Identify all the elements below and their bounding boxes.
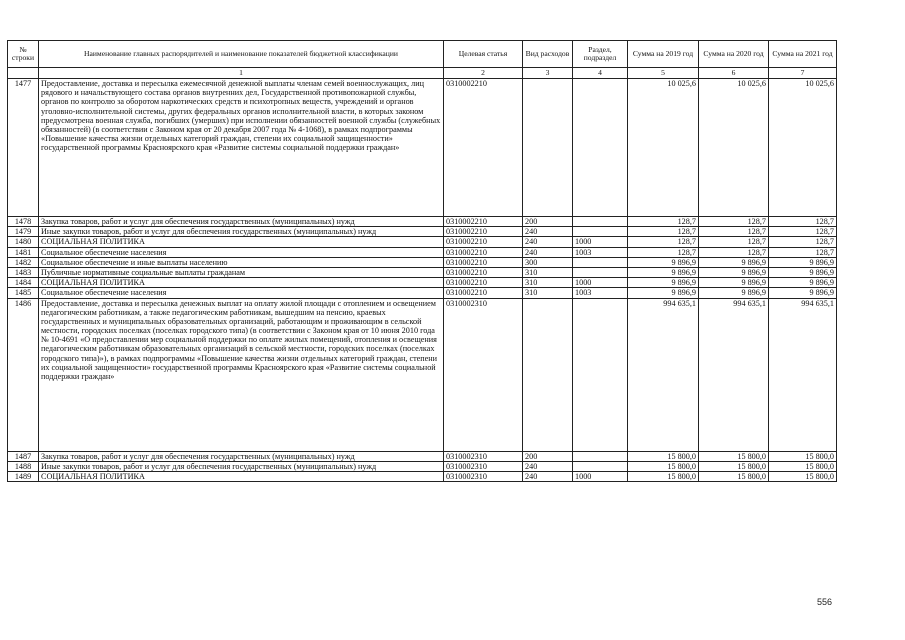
row-type: 310	[523, 267, 573, 277]
row-sum-2020: 9 896,9	[699, 288, 769, 298]
column-number: 1	[39, 68, 444, 79]
row-type: 200	[523, 217, 573, 227]
row-number: 1486	[8, 298, 39, 451]
row-type: 200	[523, 451, 573, 461]
row-target: 0310002210	[444, 267, 523, 277]
header-sum-2019: Сумма на 2019 год	[628, 41, 699, 68]
row-sum-2019: 15 800,0	[628, 451, 699, 461]
row-section: 1003	[573, 288, 628, 298]
table-row	[8, 451, 837, 461]
row-type: 240	[523, 461, 573, 471]
row-target: 0310002310	[444, 451, 523, 461]
row-name: Публичные нормативные социальные выплаты гражданам	[39, 267, 444, 277]
row-name: Предоставление, доставка и пересылка денежных выплат на оплату жилой площади с отоплением и освещением педагогическим работникам, а также педагогическим работникам, вышедшим на пенсию, краевых государственных и муниципальных образовательных организаций, работающим и проживающим в сельской местности, городских поселках (поселках городского типа) (в соответствии с Законом края от 10 июня 2010 года № 10-4691 «О предоставлении мер социальной поддержки по оплате жилых помещений, отопления и освещения педагогическим работникам образовательных организаций в сельской местности, городских поселках (поселках городского типа)»), в рамках подпрограммы «Повышение качества жизни отдельных категорий граждан, степени их социальной защищенности» государственной программы Красноярского края «Развитие системы социальной поддержки граждан»	[39, 298, 444, 451]
row-section	[573, 217, 628, 227]
row-name: Иные закупки товаров, работ и услуг для обеспечения государственных (муниципальных) нужд	[39, 227, 444, 237]
row-target: 0310002210	[444, 237, 523, 247]
row-number: 1483	[8, 267, 39, 277]
row-sum-2021: 9 896,9	[769, 288, 837, 298]
row-sum-2021: 994 635,1	[769, 298, 837, 451]
row-name: Социальное обеспечение населения	[39, 247, 444, 257]
row-type: 300	[523, 257, 573, 267]
column-number: 7	[769, 68, 837, 79]
row-target: 0310002210	[444, 227, 523, 237]
row-section	[573, 227, 628, 237]
row-sum-2020: 9 896,9	[699, 267, 769, 277]
row-name: Закупка товаров, работ и услуг для обеспечения государственных (муниципальных) нужд	[39, 217, 444, 227]
row-name: Социальное обеспечение населения	[39, 288, 444, 298]
header-row-number: № строки	[8, 41, 39, 68]
column-number: 5	[628, 68, 699, 79]
header-name: Наименование главных распорядителей и наименование показателей бюджетной классификации	[39, 41, 444, 68]
row-number: 1479	[8, 227, 39, 237]
table-row	[8, 298, 837, 451]
row-target: 0310002210	[444, 217, 523, 227]
row-sum-2020: 9 896,9	[699, 257, 769, 267]
row-type: 240	[523, 237, 573, 247]
row-sum-2020: 994 635,1	[699, 298, 769, 451]
row-name: Закупка товаров, работ и услуг для обеспечения государственных (муниципальных) нужд	[39, 451, 444, 461]
row-section	[573, 461, 628, 471]
header-sum-2021: Сумма на 2021 год	[769, 41, 837, 68]
row-section: 1000	[573, 471, 628, 481]
table-row	[8, 278, 837, 288]
row-target: 0310002210	[444, 79, 523, 217]
row-number: 1478	[8, 217, 39, 227]
budget-table	[7, 40, 837, 482]
row-target: 0310002310	[444, 298, 523, 451]
row-number: 1480	[8, 237, 39, 247]
row-number: 1487	[8, 451, 39, 461]
row-sum-2020: 15 800,0	[699, 451, 769, 461]
row-section: 1000	[573, 278, 628, 288]
row-target: 0310002310	[444, 471, 523, 481]
table-row	[8, 257, 837, 267]
table-row	[8, 461, 837, 471]
row-type: 240	[523, 247, 573, 257]
column-number: 4	[573, 68, 628, 79]
row-sum-2021: 15 800,0	[769, 471, 837, 481]
row-name: СОЦИАЛЬНАЯ ПОЛИТИКА	[39, 237, 444, 247]
row-number: 1481	[8, 247, 39, 257]
row-sum-2020: 128,7	[699, 227, 769, 237]
row-sum-2019: 10 025,6	[628, 79, 699, 217]
row-target: 0310002310	[444, 461, 523, 471]
row-number: 1488	[8, 461, 39, 471]
header-section: Раздел, подраздел	[573, 41, 628, 68]
row-sum-2019: 9 896,9	[628, 278, 699, 288]
row-sum-2021: 128,7	[769, 227, 837, 237]
header-row	[8, 41, 837, 68]
row-sum-2021: 128,7	[769, 217, 837, 227]
row-sum-2019: 9 896,9	[628, 267, 699, 277]
row-number: 1485	[8, 288, 39, 298]
row-name: СОЦИАЛЬНАЯ ПОЛИТИКА	[39, 278, 444, 288]
header-target: Целевая статья	[444, 41, 523, 68]
row-section	[573, 257, 628, 267]
row-section	[573, 79, 628, 217]
table-body	[8, 79, 837, 482]
row-sum-2019: 128,7	[628, 217, 699, 227]
row-name: Предоставление, доставка и пересылка ежемесячной денежной выплаты членам семей военнослужащих, лиц рядового и начальствующего состава органов внутренних дел, Государственной противопожарной службы, органов по контролю за оборотом наркотических средств и психотропных веществ, учреждений и органов уголовно-исполнительной системы, других федеральных органов исполнительной власти, в которых законом предусмотрена военная служба, погибших (умерших) при исполнении обязанностей военной службы (служебных обязанностей) (в соответствии с Законом края от 20 декабря 2007 года № 4-1068), в рамках подпрограммы «Повышение качества жизни отдельных категорий граждан, степени их социальной защищенности» государственной программы Красноярского края «Развитие системы социальной поддержки граждан»	[39, 79, 444, 217]
table-row	[8, 267, 837, 277]
row-sum-2021: 9 896,9	[769, 267, 837, 277]
row-target: 0310002210	[444, 278, 523, 288]
row-sum-2019: 128,7	[628, 247, 699, 257]
column-number-row	[8, 68, 837, 79]
row-type: 240	[523, 471, 573, 481]
row-sum-2021: 15 800,0	[769, 461, 837, 471]
row-sum-2019: 128,7	[628, 227, 699, 237]
row-sum-2020: 15 800,0	[699, 461, 769, 471]
row-number: 1477	[8, 79, 39, 217]
row-section: 1000	[573, 237, 628, 247]
row-number: 1484	[8, 278, 39, 288]
row-sum-2019: 994 635,1	[628, 298, 699, 451]
row-sum-2020: 9 896,9	[699, 278, 769, 288]
table-row	[8, 79, 837, 217]
row-name: Иные закупки товаров, работ и услуг для обеспечения государственных (муниципальных) нужд	[39, 461, 444, 471]
table-row	[8, 247, 837, 257]
row-number: 1482	[8, 257, 39, 267]
table-row	[8, 471, 837, 481]
row-number: 1489	[8, 471, 39, 481]
row-section	[573, 267, 628, 277]
row-sum-2020: 128,7	[699, 217, 769, 227]
row-section	[573, 451, 628, 461]
table-row	[8, 237, 837, 247]
column-number	[8, 68, 39, 79]
table-row	[8, 227, 837, 237]
row-sum-2020: 10 025,6	[699, 79, 769, 217]
column-number: 6	[699, 68, 769, 79]
row-sum-2021: 9 896,9	[769, 278, 837, 288]
page-number: 556	[817, 597, 833, 607]
row-sum-2021: 15 800,0	[769, 451, 837, 461]
row-sum-2019: 15 800,0	[628, 461, 699, 471]
row-type	[523, 79, 573, 217]
column-number: 2	[444, 68, 523, 79]
row-section: 1003	[573, 247, 628, 257]
row-section	[573, 298, 628, 451]
row-name: СОЦИАЛЬНАЯ ПОЛИТИКА	[39, 471, 444, 481]
row-target: 0310002210	[444, 257, 523, 267]
column-number: 3	[523, 68, 573, 79]
header-type: Вид расходов	[523, 41, 573, 68]
row-sum-2021: 9 896,9	[769, 257, 837, 267]
row-name: Социальное обеспечение и иные выплаты населению	[39, 257, 444, 267]
header-sum-2020: Сумма на 2020 год	[699, 41, 769, 68]
row-type: 310	[523, 278, 573, 288]
row-target: 0310002210	[444, 247, 523, 257]
row-sum-2020: 128,7	[699, 237, 769, 247]
row-sum-2020: 128,7	[699, 247, 769, 257]
row-sum-2021: 128,7	[769, 237, 837, 247]
row-sum-2021: 128,7	[769, 247, 837, 257]
row-type: 310	[523, 288, 573, 298]
row-sum-2019: 128,7	[628, 237, 699, 247]
row-type: 240	[523, 227, 573, 237]
table-row	[8, 288, 837, 298]
row-sum-2019: 9 896,9	[628, 288, 699, 298]
row-sum-2019: 9 896,9	[628, 257, 699, 267]
row-sum-2020: 15 800,0	[699, 471, 769, 481]
row-target: 0310002210	[444, 288, 523, 298]
row-type	[523, 298, 573, 451]
table-row	[8, 217, 837, 227]
row-sum-2019: 15 800,0	[628, 471, 699, 481]
row-sum-2021: 10 025,6	[769, 79, 837, 217]
